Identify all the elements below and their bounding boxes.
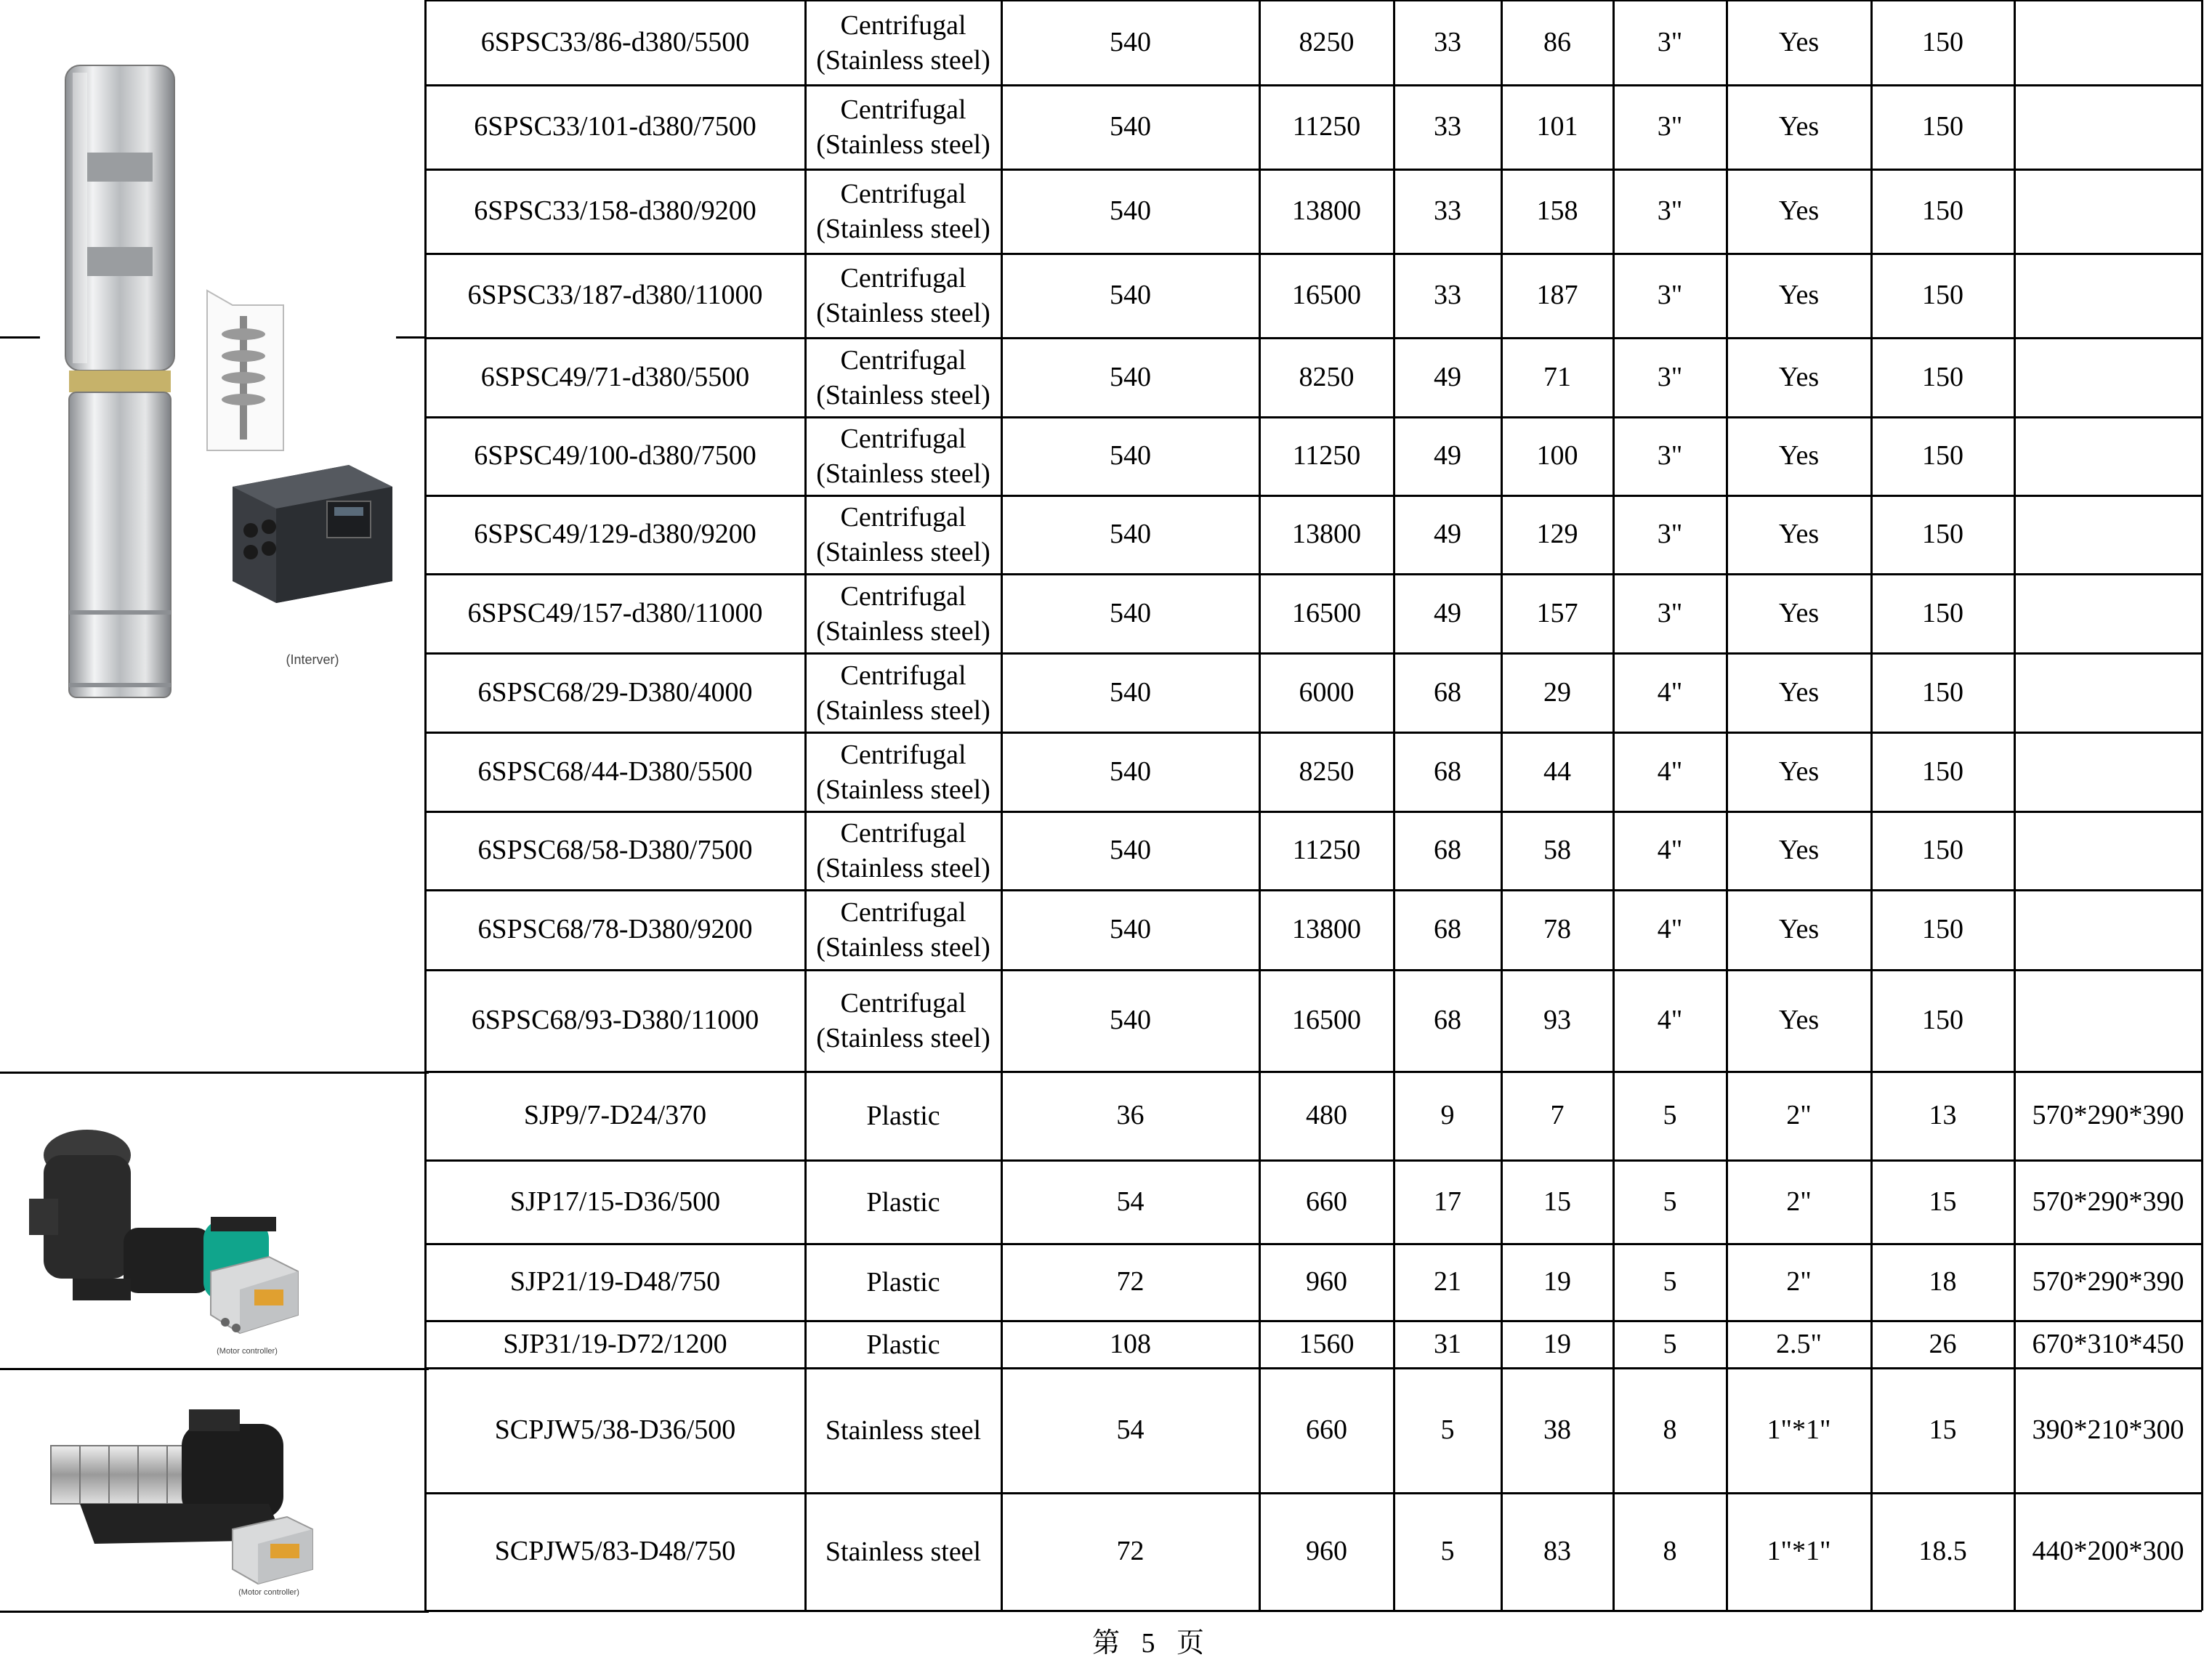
table-cell-material: Centrifugal (Stainless steel) bbox=[816, 897, 990, 963]
table-cell-c5: 31 bbox=[1434, 1328, 1461, 1359]
table-cell-c9: 150 bbox=[1922, 914, 1963, 945]
left-marker-line bbox=[396, 336, 425, 339]
table-cell-material: Centrifugal (Stainless steel) bbox=[816, 94, 990, 160]
table-cell-c4: 16500 bbox=[1292, 1005, 1361, 1036]
inverter-caption: (Interver) bbox=[286, 652, 339, 667]
table-cell-c4: 11250 bbox=[1292, 111, 1361, 142]
table-cell-c5: 21 bbox=[1434, 1266, 1461, 1297]
table-cell-c6: 101 bbox=[1536, 111, 1578, 142]
table-cell-c10 bbox=[2014, 169, 2202, 254]
table-cell-model: 6SPSC68/78-D380/9200 bbox=[477, 914, 753, 945]
table-cell-c6: 157 bbox=[1536, 597, 1578, 628]
table-cell-c7: 4" bbox=[1657, 835, 1683, 866]
inverter-image bbox=[225, 458, 400, 603]
table-cell-material: Centrifugal (Stainless steel) bbox=[816, 263, 990, 328]
table-cell-c4: 13800 bbox=[1292, 195, 1361, 227]
table-cell-c6: 129 bbox=[1536, 519, 1578, 550]
table-cell-c9: 15 bbox=[1929, 1414, 1957, 1446]
table-cell-c6: 86 bbox=[1543, 26, 1571, 57]
table-cell-c4: 11250 bbox=[1292, 440, 1361, 471]
table-cell-c6: 58 bbox=[1543, 835, 1571, 866]
table-cell-c7: 5 bbox=[1663, 1328, 1677, 1359]
table-cell-c8: Yes bbox=[1778, 26, 1820, 57]
table-cell-c8: 1"*1" bbox=[1767, 1536, 1831, 1567]
table-cell-c4: 480 bbox=[1306, 1100, 1347, 1131]
table-cell-c5: 49 bbox=[1434, 440, 1461, 471]
table-cell-c4: 16500 bbox=[1292, 597, 1361, 628]
table-cell-c4: 660 bbox=[1306, 1414, 1347, 1446]
table-cell-c4: 13800 bbox=[1292, 519, 1361, 550]
table-cell-c10 bbox=[2014, 85, 2202, 169]
table-cell-c7: 8 bbox=[1663, 1414, 1677, 1446]
table-cell-c6: 15 bbox=[1543, 1186, 1571, 1217]
table-cell-c5: 49 bbox=[1434, 519, 1461, 550]
table-cell-c5: 68 bbox=[1434, 1005, 1461, 1036]
table-cell-c9: 150 bbox=[1922, 1005, 1963, 1036]
table-cell-model: SJP17/15-D36/500 bbox=[509, 1186, 721, 1217]
table-cell-c4: 960 bbox=[1306, 1266, 1347, 1297]
table-cell-model: SJP9/7-D24/370 bbox=[523, 1100, 707, 1131]
table-cell-c9: 150 bbox=[1922, 756, 1963, 787]
table-cell-c9: 150 bbox=[1922, 676, 1963, 708]
table-cell-material: Centrifugal (Stainless steel) bbox=[816, 179, 990, 244]
table-cell-c3: 540 bbox=[1110, 280, 1151, 311]
table-cell-c7: 3" bbox=[1657, 26, 1683, 57]
table-cell-material: Centrifugal (Stainless steel) bbox=[816, 344, 990, 410]
table-cell-c3: 540 bbox=[1110, 361, 1151, 392]
table-cell-model: 6SPSC68/44-D380/5500 bbox=[477, 756, 753, 787]
table-cell-c8: Yes bbox=[1778, 835, 1820, 866]
table-cell-c3: 540 bbox=[1110, 835, 1151, 866]
table-cell-c5: 49 bbox=[1434, 597, 1461, 628]
table-cell-model: 6SPSC49/100-d380/7500 bbox=[474, 440, 756, 471]
bottom-border bbox=[0, 1611, 429, 1613]
table-cell-c7: 5 bbox=[1663, 1266, 1677, 1297]
table-cell-c6: 93 bbox=[1543, 1005, 1571, 1036]
section-divider bbox=[0, 1072, 429, 1074]
table-cell-c4: 960 bbox=[1306, 1536, 1347, 1567]
table-cell-c4: 8250 bbox=[1299, 756, 1355, 787]
table-cell-material: Plastic bbox=[866, 1186, 940, 1218]
table-cell-c5: 33 bbox=[1434, 195, 1461, 227]
table-cell-c3: 540 bbox=[1110, 111, 1151, 142]
table-cell-c4: 1560 bbox=[1299, 1328, 1355, 1359]
table-cell-c3: 540 bbox=[1110, 26, 1151, 57]
table-cell-c6: 158 bbox=[1536, 195, 1578, 227]
motor-controller-caption-2: (Motor controller) bbox=[238, 1588, 299, 1597]
table-cell-c4: 11250 bbox=[1292, 835, 1361, 866]
table-cell-c8: 2" bbox=[1786, 1100, 1812, 1131]
table-cell-c10 bbox=[2014, 0, 2202, 85]
table-cell-c5: 17 bbox=[1434, 1186, 1461, 1217]
table-cell-material: Centrifugal (Stainless steel) bbox=[816, 424, 990, 489]
table-cell-c10 bbox=[2014, 338, 2202, 417]
table-cell-c7: 3" bbox=[1657, 280, 1683, 311]
table-cell-c8: 2" bbox=[1786, 1186, 1812, 1217]
table-cell-c6: 78 bbox=[1543, 914, 1571, 945]
table-cell-material: Plastic bbox=[866, 1329, 940, 1360]
table-cell-c8: Yes bbox=[1778, 1005, 1820, 1036]
table-cell-c3: 540 bbox=[1110, 1005, 1151, 1036]
table-cell-c7: 4" bbox=[1657, 756, 1683, 787]
table-cell-c5: 49 bbox=[1434, 361, 1461, 392]
table-cell-c10: 390*210*300 bbox=[2032, 1414, 2184, 1446]
table-cell-c4: 6000 bbox=[1299, 676, 1355, 708]
table-cell-c10 bbox=[2014, 653, 2202, 732]
table-cell-c5: 5 bbox=[1440, 1414, 1455, 1446]
table-cell-c3: 540 bbox=[1110, 676, 1151, 708]
table-cell-c5: 33 bbox=[1434, 26, 1461, 57]
table-cell-model: SJP31/19-D72/1200 bbox=[503, 1328, 727, 1359]
table-cell-c10 bbox=[2014, 254, 2202, 338]
table-cell-model: SJP21/19-D48/750 bbox=[509, 1266, 721, 1297]
table-cell-c3: 540 bbox=[1110, 440, 1151, 471]
table-cell-c8: 2.5" bbox=[1775, 1328, 1822, 1359]
table-cell-c5: 68 bbox=[1434, 835, 1461, 866]
table-cell-c3: 540 bbox=[1110, 756, 1151, 787]
table-cell-c9: 26 bbox=[1929, 1328, 1957, 1359]
table-cell-model: SCPJW5/38-D36/500 bbox=[494, 1414, 736, 1446]
table-cell-model: SCPJW5/83-D48/750 bbox=[494, 1536, 736, 1567]
table-cell-c7: 3" bbox=[1657, 597, 1683, 628]
table-cell-c3: 540 bbox=[1110, 195, 1151, 227]
table-cell-c7: 3" bbox=[1657, 195, 1683, 227]
table-cell-c10 bbox=[2014, 417, 2202, 495]
table-cell-c9: 150 bbox=[1922, 361, 1963, 392]
table-cell-c9: 15 bbox=[1929, 1186, 1957, 1217]
table-cell-c6: 19 bbox=[1543, 1266, 1571, 1297]
table-cell-model: 6SPSC68/29-D380/4000 bbox=[477, 676, 753, 708]
table-cell-material: Centrifugal (Stainless steel) bbox=[816, 502, 990, 567]
table-cell-c7: 3" bbox=[1657, 111, 1683, 142]
table-cell-c9: 18 bbox=[1929, 1266, 1957, 1297]
table-cell-c4: 660 bbox=[1306, 1186, 1347, 1217]
table-cell-c9: 150 bbox=[1922, 280, 1963, 311]
table-cell-c7: 3" bbox=[1657, 519, 1683, 550]
table-cell-c8: Yes bbox=[1778, 195, 1820, 227]
table-cell-c7: 3" bbox=[1657, 361, 1683, 392]
table-cell-c9: 150 bbox=[1922, 26, 1963, 57]
table-cell-c10: 570*290*390 bbox=[2032, 1100, 2184, 1131]
section-divider bbox=[0, 1368, 429, 1370]
table-cell-c6: 71 bbox=[1543, 361, 1571, 392]
table-cell-c5: 33 bbox=[1434, 111, 1461, 142]
table-cell-c10: 570*290*390 bbox=[2032, 1186, 2184, 1217]
table-cell-c9: 150 bbox=[1922, 835, 1963, 866]
table-cell-c10 bbox=[2014, 890, 2202, 970]
table-cell-model: 6SPSC33/101-d380/7500 bbox=[474, 111, 756, 142]
table-cell-material: Stainless steel bbox=[825, 1415, 982, 1446]
left-marker-line bbox=[0, 336, 40, 339]
table-cell-c8: Yes bbox=[1778, 756, 1820, 787]
table-cell-c3: 36 bbox=[1116, 1100, 1145, 1131]
table-cell-c10 bbox=[2014, 574, 2202, 653]
table-cell-model: 6SPSC33/86-d380/5500 bbox=[480, 26, 750, 57]
table-cell-c7: 4" bbox=[1657, 914, 1683, 945]
table-cell-c10 bbox=[2014, 732, 2202, 811]
table-cell-material: Centrifugal (Stainless steel) bbox=[816, 660, 990, 726]
table-cell-c4: 13800 bbox=[1292, 914, 1361, 945]
table-cell-model: 6SPSC49/71-d380/5500 bbox=[480, 361, 750, 392]
table-cell-c8: Yes bbox=[1778, 361, 1820, 392]
table-cell-model: 6SPSC68/93-D380/11000 bbox=[471, 1005, 759, 1036]
table-cell-c8: 1"*1" bbox=[1767, 1414, 1831, 1446]
table-cell-c5: 68 bbox=[1434, 756, 1461, 787]
table-cell-c8: Yes bbox=[1778, 280, 1820, 311]
table-cell-c3: 540 bbox=[1110, 597, 1151, 628]
table-cell-c10: 440*200*300 bbox=[2032, 1536, 2184, 1567]
table-cell-c6: 29 bbox=[1543, 676, 1571, 708]
table-cell-c8: Yes bbox=[1778, 440, 1820, 471]
table-cell-c10 bbox=[2014, 495, 2202, 574]
table-cell-c10: 570*290*390 bbox=[2032, 1266, 2184, 1297]
table-cell-c7: 5 bbox=[1663, 1186, 1677, 1217]
table-cell-c5: 68 bbox=[1434, 914, 1461, 945]
page-number: 第 5 页 bbox=[1091, 1628, 1211, 1659]
table-cell-material: Plastic bbox=[866, 1101, 940, 1131]
table-cell-c5: 68 bbox=[1434, 676, 1461, 708]
table-cell-c8: 2" bbox=[1786, 1266, 1812, 1297]
motor-controller-image-1 bbox=[203, 1250, 305, 1344]
table-cell-c7: 4" bbox=[1657, 676, 1683, 708]
table-cell-c5: 9 bbox=[1440, 1100, 1455, 1131]
table-cell-c3: 540 bbox=[1110, 914, 1151, 945]
table-cell-c7: 4" bbox=[1657, 1005, 1683, 1036]
table-cell-material: Centrifugal (Stainless steel) bbox=[816, 9, 990, 76]
table-cell-c6: 100 bbox=[1536, 440, 1578, 471]
table-cell-material: Centrifugal (Stainless steel) bbox=[816, 988, 990, 1053]
table-cell-c9: 13 bbox=[1929, 1100, 1957, 1131]
table-cell-c3: 54 bbox=[1116, 1414, 1145, 1446]
table-cell-c8: Yes bbox=[1778, 914, 1820, 945]
table-cell-c6: 19 bbox=[1543, 1328, 1571, 1359]
table-cell-model: 6SPSC33/187-d380/11000 bbox=[467, 280, 763, 311]
table-cell-c7: 8 bbox=[1663, 1536, 1677, 1567]
table-cell-c3: 72 bbox=[1116, 1266, 1145, 1297]
table-cell-c4: 8250 bbox=[1299, 361, 1355, 392]
table-cell-c4: 16500 bbox=[1292, 280, 1361, 311]
table-cell-model: 6SPSC68/58-D380/7500 bbox=[477, 835, 753, 866]
motor-controller-caption-1: (Motor controller) bbox=[217, 1347, 278, 1356]
motor-controller-image-2 bbox=[225, 1511, 320, 1591]
table-cell-c8: Yes bbox=[1778, 676, 1820, 708]
table-cell-c4: 8250 bbox=[1299, 26, 1355, 57]
table-cell-c8: Yes bbox=[1778, 111, 1820, 142]
table-cell-model: 6SPSC49/157-d380/11000 bbox=[467, 597, 763, 628]
table-cell-c7: 3" bbox=[1657, 440, 1683, 471]
table-cell-c3: 72 bbox=[1116, 1536, 1145, 1567]
table-cell-material: Centrifugal (Stainless steel) bbox=[816, 818, 990, 883]
table-cell-material: Stainless steel bbox=[825, 1536, 982, 1567]
table-cell-c6: 187 bbox=[1536, 280, 1578, 311]
table-cell-c10: 670*310*450 bbox=[2032, 1328, 2184, 1359]
table-cell-material: Centrifugal (Stainless steel) bbox=[816, 739, 990, 805]
table-cell-c9: 150 bbox=[1922, 440, 1963, 471]
table-cell-c3: 540 bbox=[1110, 519, 1151, 550]
table-cell-c6: 44 bbox=[1543, 756, 1571, 787]
table-cell-c8: Yes bbox=[1778, 597, 1820, 628]
table-cell-c6: 7 bbox=[1550, 1100, 1565, 1131]
table-cell-c9: 150 bbox=[1922, 519, 1963, 550]
table-cell-material: Centrifugal (Stainless steel) bbox=[816, 580, 990, 647]
table-cell-c6: 83 bbox=[1543, 1536, 1571, 1567]
table-cell-c7: 5 bbox=[1663, 1100, 1677, 1131]
table-cell-c9: 18.5 bbox=[1918, 1536, 1967, 1567]
table-cell-c5: 33 bbox=[1434, 280, 1461, 311]
table-cell-c5: 5 bbox=[1440, 1536, 1455, 1567]
table-cell-c9: 150 bbox=[1922, 111, 1963, 142]
table-cell-c8: Yes bbox=[1778, 519, 1820, 550]
table-cell-c6: 38 bbox=[1543, 1414, 1571, 1446]
table-cell-c9: 150 bbox=[1922, 195, 1963, 227]
table-cell-c10 bbox=[2014, 970, 2202, 1072]
table-cell-c10 bbox=[2014, 811, 2202, 890]
table-cell-model: 6SPSC33/158-d380/9200 bbox=[474, 195, 756, 227]
table-cell-model: 6SPSC49/129-d380/9200 bbox=[474, 519, 756, 550]
table-cell-material: Plastic bbox=[866, 1267, 940, 1297]
table-cell-c9: 150 bbox=[1922, 597, 1963, 628]
table-cell-c3: 54 bbox=[1116, 1186, 1145, 1217]
submersible-pump-image bbox=[44, 44, 421, 726]
table-cell-c3: 108 bbox=[1110, 1328, 1151, 1359]
